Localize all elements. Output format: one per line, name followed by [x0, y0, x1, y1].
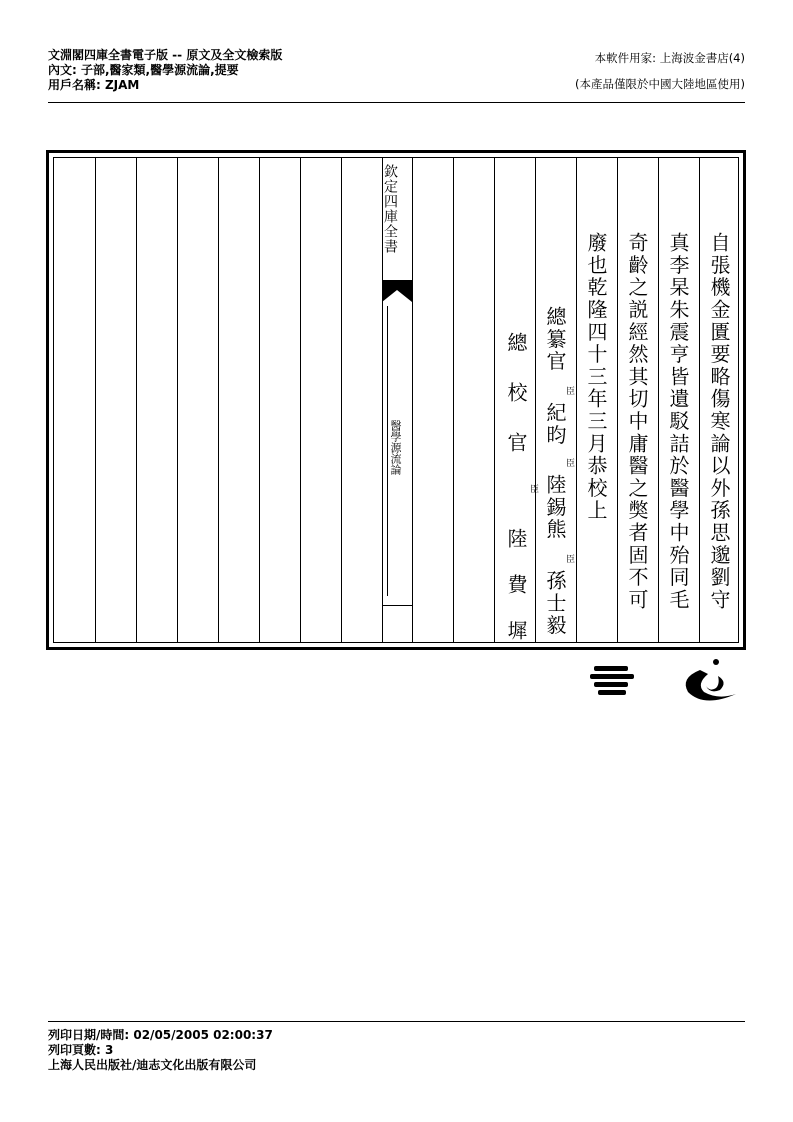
publisher-credit: 上海人民出版社/迪志文化出版有限公司: [48, 1058, 257, 1072]
publisher-logo: [588, 658, 748, 708]
collator-char: 官: [504, 432, 528, 454]
banxin-title: 欽定四庫全書: [382, 164, 398, 254]
header-licensee: 本軟件用家: 上海波金書店(4): [594, 51, 745, 65]
column-rule: [576, 158, 577, 642]
column-rule: [699, 158, 700, 642]
collator-char: 陸: [504, 528, 528, 550]
book-page-frame: [46, 150, 746, 650]
editor-name-2: 陸錫熊: [543, 474, 567, 541]
column-rule: [658, 158, 659, 642]
collator-char: 校: [504, 382, 528, 404]
column-rule: [95, 158, 96, 642]
column-rule: [136, 158, 137, 642]
minister-mark: 臣: [564, 386, 574, 395]
text-column-3: 奇齡之説經然其切中庸醫之獘者固不可: [625, 232, 649, 612]
minister-mark: 臣: [564, 458, 574, 467]
editor-name-3: 孫士毅: [543, 570, 567, 637]
header-rule: [48, 102, 745, 103]
column-rule: [535, 158, 536, 642]
text-column-1: 自張機金匱要略傷寒論以外孫思邈劉守: [707, 232, 731, 612]
print-page-count: 列印頁數: 3: [48, 1043, 114, 1057]
column-rule: [341, 158, 342, 642]
collator-char: 總: [504, 332, 528, 354]
minister-mark: 臣: [528, 484, 538, 493]
header-username: 用戶名稱: ZJAM: [48, 78, 140, 92]
banxin-inner-rule: [387, 306, 388, 596]
column-rule: [453, 158, 454, 642]
column-rule: [617, 158, 618, 642]
text-column-2: 真李杲朱震亨皆遺駁詰於醫學中殆同毛: [666, 232, 690, 612]
banxin-book-title: 醫學源流論: [389, 420, 402, 475]
column-rule: [494, 158, 495, 642]
book-page-inner: [53, 157, 739, 643]
column-rule: [177, 158, 178, 642]
print-datetime: 列印日期/時間: 02/05/2005 02:00:37: [48, 1028, 273, 1042]
column-rule: [259, 158, 260, 642]
editor-name-1: 紀昀: [543, 402, 567, 447]
column-rule: [218, 158, 219, 642]
minister-mark: 臣: [564, 554, 574, 563]
footer-rule: [48, 1021, 745, 1022]
editor-title-1: 總纂官: [543, 306, 567, 373]
header-left: [48, 48, 282, 93]
footer: [48, 1028, 273, 1073]
header-title: 文淵閣四庫全書電子版 -- 原文及全文檢索版: [48, 48, 283, 62]
header-right: [575, 48, 745, 94]
header-region-note: (本產品僅限於中國大陸地區使用): [575, 77, 745, 91]
text-column-4: 廢也乾隆四十三年三月恭校上: [584, 232, 608, 522]
fishtail-mark: [382, 280, 412, 304]
collator-char: 墀: [504, 620, 528, 642]
column-rule: [412, 158, 413, 642]
banxin-bottom-rule: [382, 605, 412, 606]
column-rule: [300, 158, 301, 642]
collator-char: 費: [504, 574, 528, 596]
header-content-path: 內文: 子部,醫家類,醫學源流論,提要: [48, 63, 239, 77]
